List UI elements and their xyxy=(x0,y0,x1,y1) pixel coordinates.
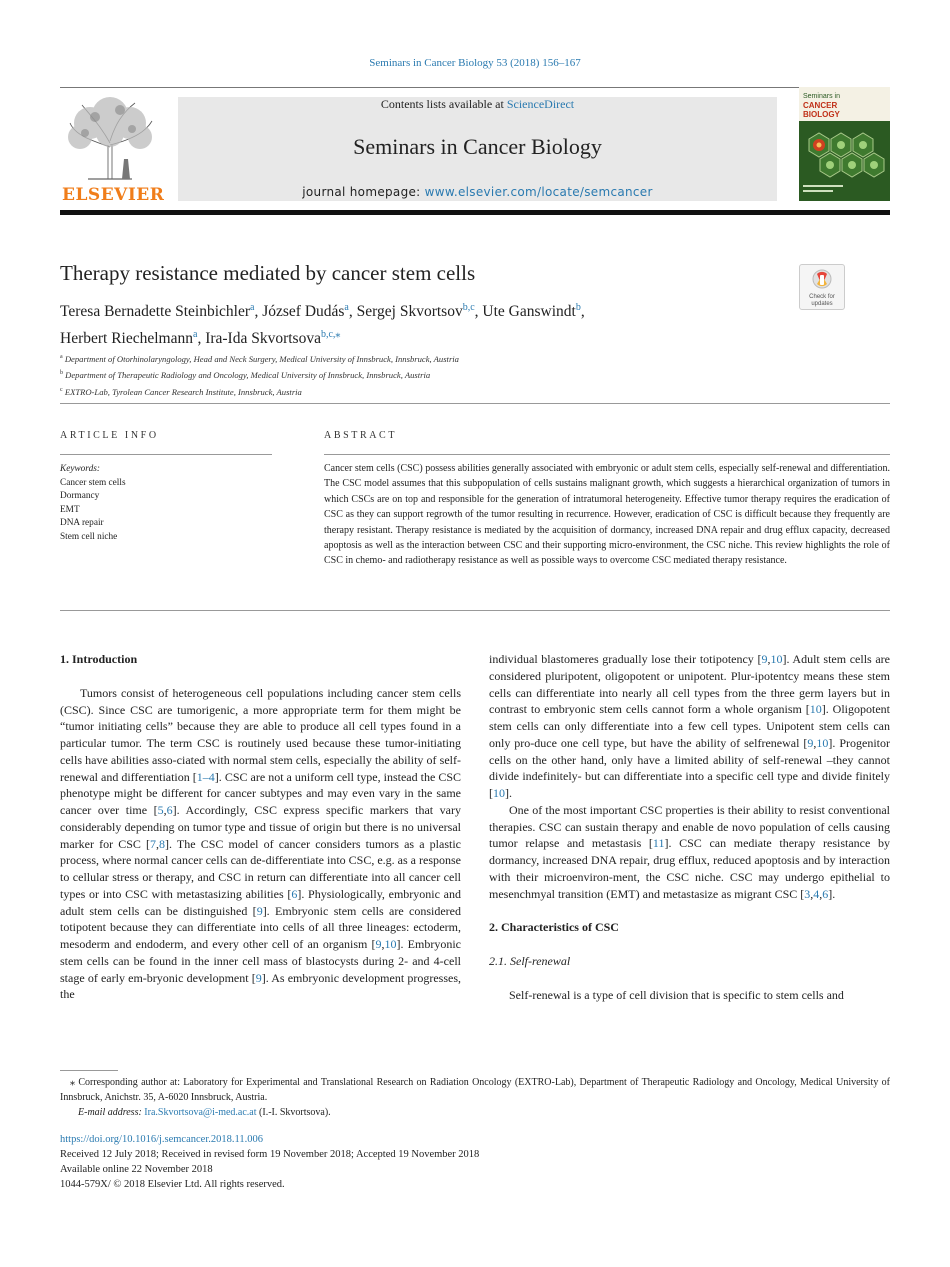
divider xyxy=(324,454,890,455)
author-name[interactable]: Ira-Ida Skvortsova xyxy=(205,330,321,347)
author-affil-sup[interactable]: a xyxy=(344,302,349,313)
author-line-2 xyxy=(60,323,800,350)
keyword: Cancer stem cells xyxy=(60,477,126,488)
email-suffix: (I.-I. Skvortsova). xyxy=(256,1107,331,1118)
affiliation xyxy=(60,366,459,382)
corresponding-author-text: ⁎ Corresponding author at: Laboratory for Experimental and Translational Research on Radiation Oncology (EXTRO-Lab), Department of Therapeutic Radiology and Oncology, Medical University of Innsbruck, Anichstr. 35, A-6020 Innsbruck, Austria. xyxy=(60,1077,890,1103)
citation-link[interactable]: 9 xyxy=(807,735,814,750)
homepage-prefix: journal homepage: xyxy=(302,185,425,199)
author-affil-sup[interactable]: a xyxy=(192,329,198,340)
paragraph: Tumors consist of heterogeneous cell populations including cancer stem cells (CSC). Since CSC are tumorigenic, a more appropriate term for them might be “tumor initiating cells” because they are able to produce all cell types found in a particular tumor. The term CSC is routinely used because these tumor-initiating cells have abilities asso-ciated with normal stem cells, especially the ability of self-renewal and differentiation [1–4]. CSC are not a uniform cell type, instead the CSC phenotype might be different for cancer subtypes and may even vary in the same cancer over time [5,6]. Accordingly, CSC express specific markers that vary considerably depending on tumor type and tissue of origin but there is no universal marker for CSC [7,8]. The CSC model of cancer considers tumors as a plastic process, where normal cancer cells can de-differentiate into CSC, e.g. as a response to cellular stress or therapy, and CSC in return can differentiate into all cancer cell types or into CSC with metastasizing abilities [6]. Physiologically, embryonic and adult stem cells can be distinguished [9]. Embryonic stem cells are considered totipotent because they can differentiate into cells of all three lineages: ectoderm, mesoderm and endoderm, and every other cell of an organism [9,10]. Embryonic stem cells can be found in the inner cell mass of blastocysts during 2- and 4-cell stage of early em-bryonic development [9]. As embryonic development progresses, the xyxy=(60,685,462,1002)
contents-line xyxy=(178,97,777,112)
section-heading-introduction: 1. Introduction xyxy=(60,652,138,666)
citation-link[interactable]: 10 xyxy=(816,735,829,750)
affiliation-text: EXTRO-Lab, Tyrolean Cancer Research Institute, Innsbruck, Austria xyxy=(64,386,302,397)
citation-link[interactable]: 10 xyxy=(493,786,505,800)
author-line-1 xyxy=(60,296,800,323)
keyword: Dormancy xyxy=(60,491,100,501)
keywords-label: Keywords: xyxy=(60,464,100,474)
affiliation xyxy=(60,350,459,366)
author-separator: , xyxy=(254,303,263,320)
publication-info xyxy=(60,1132,479,1192)
citation-link[interactable]: 9 xyxy=(375,937,382,951)
keywords-block xyxy=(60,463,126,544)
paragraph: individual blastomeres gradually lose their totipotency [9,10]. Adult stem cells are considered pluripotent, oligopotent or unipotent. Plur-ipotentcy means these stem cells can differentiate into nearly all cell types from the three germ layers but in contrast to embryonic stem cells cannot form a whole organism [10]. Oligopotent stem cells can only differentiate into a few cell types. Unipotent stem cells can only pro-duce one cell type, but have the ability of selfrenewal [9,10]. Progenitor cells on the other hand, only have a limited ability of self-renewal –they cannot divide indefinitely- but can differentiate into a specific cell type and divide finitely [10]. xyxy=(489,652,891,800)
email-label: E-mail address: xyxy=(78,1107,145,1118)
body-right-column xyxy=(489,651,890,1004)
article-title: Therapy resistance mediated by cancer stem cells xyxy=(60,261,476,285)
author-name[interactable]: József Dudás xyxy=(262,303,345,320)
divider xyxy=(60,403,890,404)
svg-text:Check for: Check for xyxy=(809,294,835,300)
citation-link[interactable]: 10 xyxy=(384,937,397,951)
citation-link[interactable]: 10 xyxy=(809,702,822,717)
email-link[interactable]: Ira.Skvortsova@i-med.ac.at xyxy=(144,1107,257,1118)
received-dates: Received 12 July 2018; Received in revised form 19 November 2018; Accepted 19 November 2018 xyxy=(60,1149,480,1160)
section-heading-characteristics: 2. Characteristics of CSC xyxy=(489,920,619,935)
keyword: DNA repair xyxy=(60,518,104,528)
affiliation-text: Department of Therapeutic Radiology and Oncology, Medical University of Innsbruck, Innsbruck, Austria xyxy=(65,370,431,381)
divider xyxy=(60,610,890,611)
header-bottom-bar xyxy=(60,210,890,215)
sciencedirect-link[interactable]: ScienceDirect xyxy=(506,97,575,111)
svg-text:updates: updates xyxy=(811,301,833,307)
affiliation-sup: c xyxy=(60,386,63,393)
check-updates-icon xyxy=(800,265,844,309)
contents-prefix: Contents lists available at xyxy=(380,97,507,111)
citation-link[interactable]: 3 xyxy=(804,886,811,901)
author-affil-sup[interactable]: b xyxy=(575,302,581,313)
online-date: Available online 22 November 2018 xyxy=(60,1164,213,1175)
author-separator: , xyxy=(197,330,206,347)
citation-link[interactable]: 9 xyxy=(761,652,768,666)
author-list xyxy=(60,296,800,350)
header-top-rule xyxy=(60,87,890,88)
abstract-text: Cancer stem cells (CSC) possess abilities generally associated with embryonic or adult stem cells, especially self-renewal and differentiation. The CSC model assumes that this subpopulation of cells sustains malignant growth, which suggests a hierarchical organization of tumors in which CSCs are on top and responsible for the generation of intratumoral heterogeneity. Effective tumor therapy requires the eradication of CSC as they can support regrowth of the tumor resulting in recurrence. However, eradication of CSC is difficult because they frequently are therapy resistant. Therapy resistance is mediated by the acquisition of dormancy, increased DNA repair and drug efflux capacity, decreased apoptosis as well as the interaction between CSC and their supporting micro-environment, the CSC niche. This review highlights the role of CSC in chemo- and radiotherapy resistance as well as possible ways to overcome CSC mediated therapy resistance. xyxy=(324,463,890,567)
author-separator: , xyxy=(348,303,357,320)
citation-link[interactable]: 5 xyxy=(157,803,164,817)
author-name[interactable]: Teresa Bernadette Steinbichler xyxy=(60,303,250,320)
author-affil-sup[interactable]: b,c,⁎ xyxy=(320,329,341,340)
email-line xyxy=(60,1105,890,1120)
corresponding-author-footnote xyxy=(60,1075,890,1120)
citation-link[interactable]: 11 xyxy=(652,836,665,851)
elsevier-tree-icon xyxy=(60,95,160,181)
journal-reference[interactable]: Seminars in Cancer Biology 53 (2018) 156–167 xyxy=(369,57,581,69)
author-name[interactable]: Herbert Riechelmann xyxy=(60,330,193,347)
citation-link[interactable]: 6 xyxy=(291,886,298,901)
elsevier-logo[interactable] xyxy=(60,95,165,205)
citation-link[interactable]: 6 xyxy=(822,886,829,901)
affiliation xyxy=(60,383,459,399)
citation-link[interactable]: 1–4 xyxy=(196,769,215,784)
keyword: EMT xyxy=(60,504,80,515)
journal-homepage xyxy=(178,185,777,199)
author-separator: , xyxy=(580,303,585,320)
affiliation-sup: a xyxy=(60,354,63,360)
copyright: 1044-579X/ © 2018 Elsevier Ltd. All rights reserved. xyxy=(60,1179,285,1190)
author-separator: , xyxy=(474,303,483,320)
citation-link[interactable]: 4 xyxy=(813,886,820,901)
publisher-wordmark: ELSEVIER xyxy=(62,185,165,205)
affiliation-list xyxy=(60,350,459,399)
journal-title: Seminars in Cancer Biology xyxy=(353,134,602,159)
svg-text:CANCER: CANCER xyxy=(803,101,838,110)
affiliation-sup: b xyxy=(60,370,63,377)
article-info-heading: ARTICLE INFO xyxy=(60,430,159,441)
affiliation-text: Department of Otorhinolaryngology, Head and Neck Surgery, Medical University of Innsbruck, Innsbruck, Austria xyxy=(64,353,459,364)
citation-link[interactable]: 8 xyxy=(159,836,166,851)
citation-link[interactable]: 7 xyxy=(150,836,157,851)
author-name[interactable]: Sergej Skvortsov xyxy=(356,303,463,320)
subsection-heading-self-renewal: 2.1. Self-renewal xyxy=(489,954,571,968)
citation-link[interactable]: 9 xyxy=(255,970,262,985)
paragraph: Self-renewal is a type of cell division that is specific to stem cells and xyxy=(509,987,844,1002)
paragraph: One of the most important CSC properties is their ability to resist conventional therapies. CSC can sustain therapy and enable de novo population of cells causing tumor relapse and metastasis [11]. CSC can mediate therapy resistance by dormancy, increased DNA repair, drug efflux, reduced apoptosis and by interaction with their microenviron-ment, the CSC niche. CSC may undergo epithelial to mesenchmyal transition (EMT) and metastasize as migrant CSC [3,4,6]. xyxy=(489,802,890,901)
citation-link[interactable]: 9 xyxy=(256,903,263,918)
divider xyxy=(60,454,272,455)
homepage-link[interactable]: www.elsevier.com/locate/semcancer xyxy=(424,185,653,199)
footnote-rule xyxy=(60,1070,118,1071)
journal-cover[interactable] xyxy=(799,87,890,201)
author-affil-sup[interactable]: a xyxy=(250,302,255,313)
doi-link[interactable]: https://doi.org/10.1016/j.semcancer.2018.11.006 xyxy=(60,1134,263,1145)
citation-link[interactable]: 10 xyxy=(770,652,783,666)
abstract-heading: ABSTRACT xyxy=(324,430,398,441)
author-name[interactable]: Ute Ganswindt xyxy=(482,303,576,320)
svg-text:Seminars in: Seminars in xyxy=(803,93,840,100)
svg-text:BIOLOGY: BIOLOGY xyxy=(803,110,840,119)
journal-cover-image xyxy=(799,87,890,201)
author-affil-sup[interactable]: b,c xyxy=(462,302,475,313)
body-left-column xyxy=(60,651,461,1003)
citation-link[interactable]: 6 xyxy=(166,803,173,817)
keyword: Stem cell niche xyxy=(60,531,118,542)
check-for-updates-button[interactable] xyxy=(799,264,845,310)
